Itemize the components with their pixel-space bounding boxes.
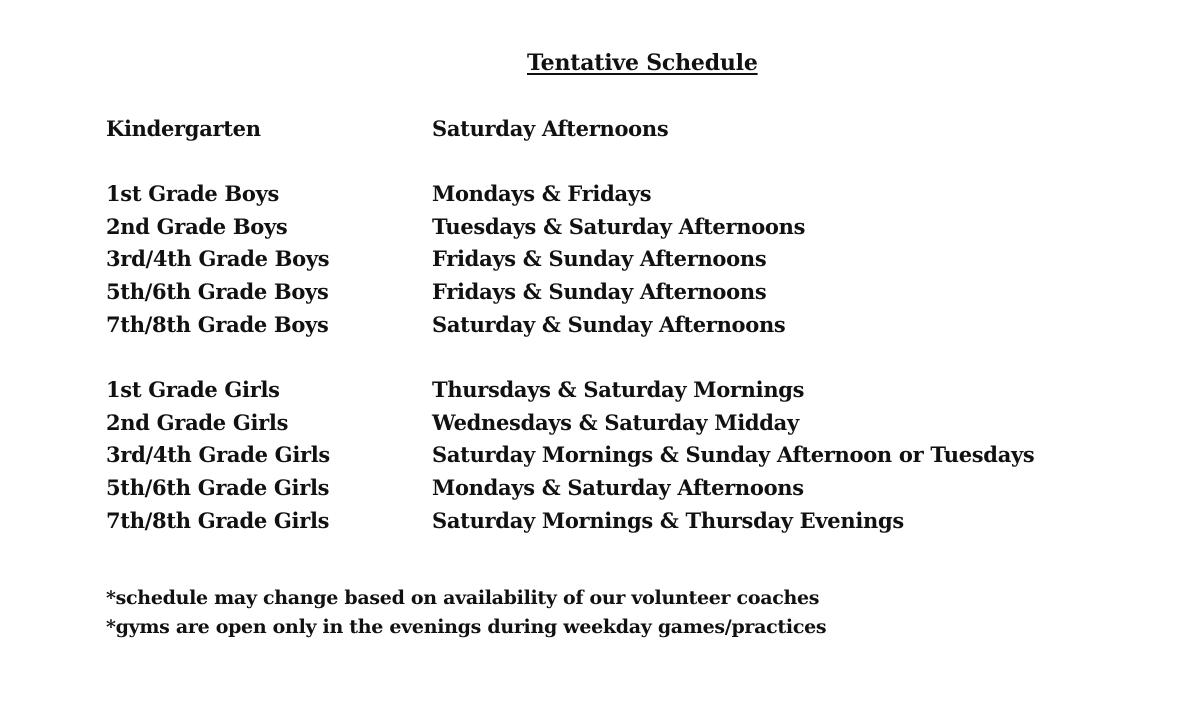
schedule-text: Saturday & Sunday Afternoons xyxy=(432,312,786,337)
grade-label: 7th/8th Grade Girls xyxy=(106,508,330,533)
schedule-text: Thursdays & Saturday Mornings xyxy=(432,377,805,402)
grade-label: Kindergarten xyxy=(106,116,261,141)
schedule-text: Saturday Mornings & Sunday Afternoon or Tuesdays xyxy=(432,442,1035,467)
schedule-row-5th-6th-grade-boys xyxy=(0,279,1200,309)
schedule-text: Wednesdays & Saturday Midday xyxy=(432,410,799,435)
grade-label: 5th/6th Grade Boys xyxy=(106,279,329,304)
grade-label: 3rd/4th Grade Boys xyxy=(106,246,330,271)
schedule-text: Fridays & Sunday Afternoons xyxy=(432,246,767,271)
footnote-gyms: *gyms are open only in the evenings during weekday games/practices xyxy=(106,616,827,638)
grade-label: 1st Grade Girls xyxy=(106,377,280,402)
schedule-text: Mondays & Saturday Afternoons xyxy=(432,475,804,500)
grade-label: 1st Grade Boys xyxy=(106,181,279,206)
grade-label: 7th/8th Grade Boys xyxy=(106,312,329,337)
schedule-text: Tuesdays & Saturday Afternoons xyxy=(432,214,806,239)
schedule-row-7th-8th-grade-boys xyxy=(0,312,1200,342)
schedule-row-2nd-grade-boys xyxy=(0,214,1200,244)
schedule-row-3rd-4th-grade-boys xyxy=(0,246,1200,276)
grade-label: 5th/6th Grade Girls xyxy=(106,475,330,500)
schedule-text: Saturday Mornings & Thursday Evenings xyxy=(432,508,904,533)
schedule-row-3rd-4th-grade-girls xyxy=(0,442,1200,472)
schedule-row-1st-grade-girls xyxy=(0,377,1200,407)
schedule-text: Saturday Afternoons xyxy=(432,116,669,141)
schedule-text: Fridays & Sunday Afternoons xyxy=(432,279,767,304)
schedule-row-kindergarten xyxy=(0,116,1200,146)
footnote-coaches: *schedule may change based on availability of our volunteer coaches xyxy=(106,587,820,609)
grade-label: 2nd Grade Girls xyxy=(106,410,289,435)
schedule-text: Mondays & Fridays xyxy=(432,181,652,206)
grade-label: 2nd Grade Boys xyxy=(106,214,288,239)
schedule-row-1st-grade-boys xyxy=(0,181,1200,211)
grade-label: 3rd/4th Grade Girls xyxy=(106,442,330,467)
page-title: Tentative Schedule xyxy=(527,50,758,76)
schedule-row-5th-6th-grade-girls xyxy=(0,475,1200,505)
schedule-row-2nd-grade-girls xyxy=(0,410,1200,440)
schedule-row-7th-8th-grade-girls xyxy=(0,508,1200,538)
